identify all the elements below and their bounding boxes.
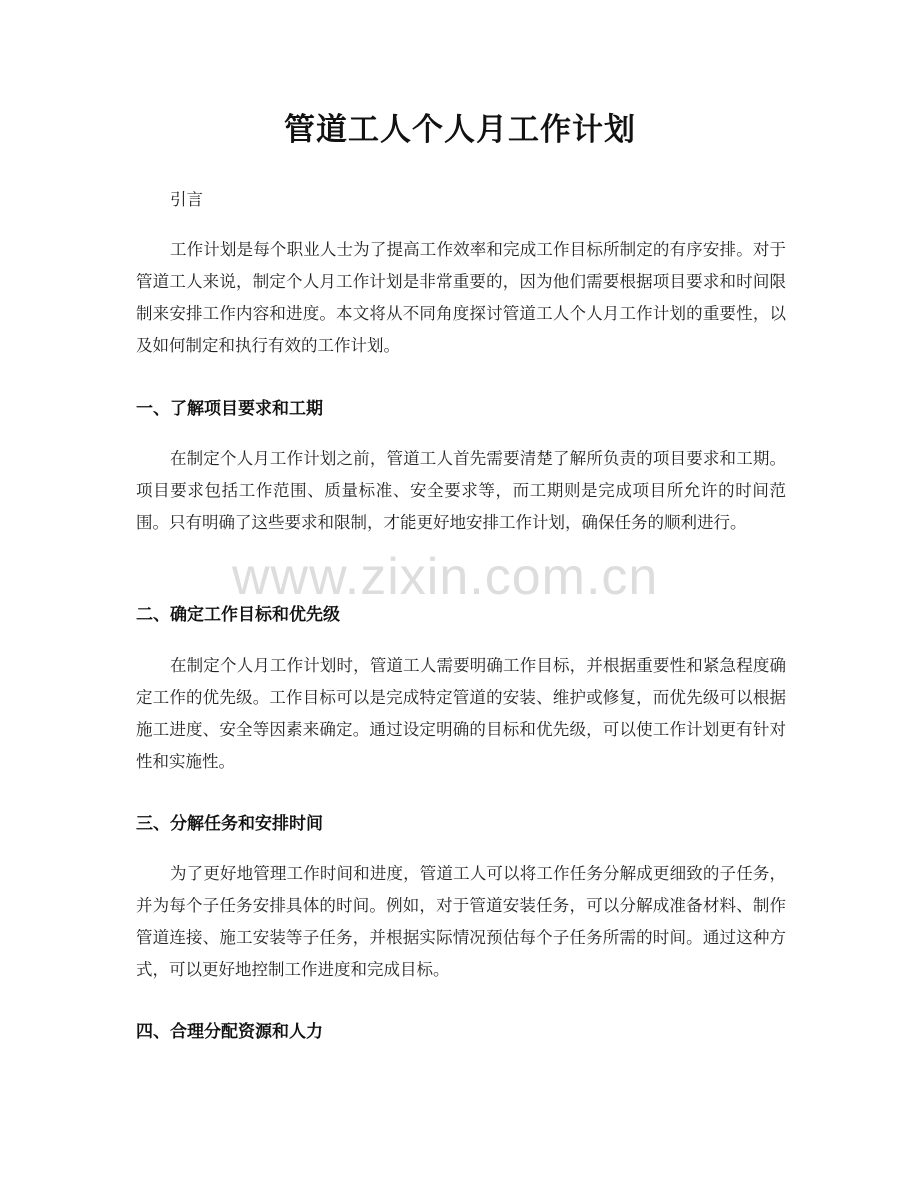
section-heading-4: 四、合理分配资源和人力 bbox=[136, 1022, 323, 1042]
watermark: www.zixin.com.cn bbox=[232, 548, 659, 606]
document-title: 管道工人个人月工作计划 bbox=[284, 112, 636, 148]
section-paragraph-2: 在制定个人月工作计划时，管道工人需要明确工作目标，并根据重要性和紧急程度确定工作的优先级。工作目标可以是完成特定管道的安装、维护或修复，而优先级可以根据施工进度、安全等因素来确定。通过设定明确的目标和优先级，可以使工作计划更有针对性和实施性。 bbox=[136, 656, 786, 771]
intro-paragraph: 工作计划是每个职业人士为了提高工作效率和完成工作目标所制定的有序安排。对于管道工人来说，制定个人月工作计划是非常重要的，因为他们需要根据项目要求和时间限制来安排工作内容和进度。本文将从不同角度探讨管道工人个人月工作计划的重要性，以及如何制定和执行有效的工作计划。 bbox=[136, 240, 786, 355]
section-heading-1: 一、了解项目要求和工期 bbox=[136, 399, 323, 419]
section-heading-2: 二、确定工作目标和优先级 bbox=[136, 605, 340, 625]
section-heading-3: 三、分解任务和安排时间 bbox=[136, 814, 323, 834]
section-paragraph-1: 在制定个人月工作计划之前，管道工人首先需要清楚了解所负责的项目要求和工期。项目要求包括工作范围、质量标准、安全要求等，而工期则是完成项目所允许的时间范围。只有明确了这些要求和限制，才能更好地安排工作计划，确保任务的顺利进行。 bbox=[136, 449, 786, 532]
intro-label: 引言 bbox=[170, 190, 203, 209]
section-paragraph-3: 为了更好地管理工作时间和进度，管道工人可以将工作任务分解成更细致的子任务，并为每个子任务安排具体的时间。例如，对于管道安装任务，可以分解成准备材料、制作管道连接、施工安装等子任务，并根据实际情况预估每个子任务所需的时间。通过这种方式，可以更好地控制工作进度和完成目标。 bbox=[136, 864, 786, 979]
